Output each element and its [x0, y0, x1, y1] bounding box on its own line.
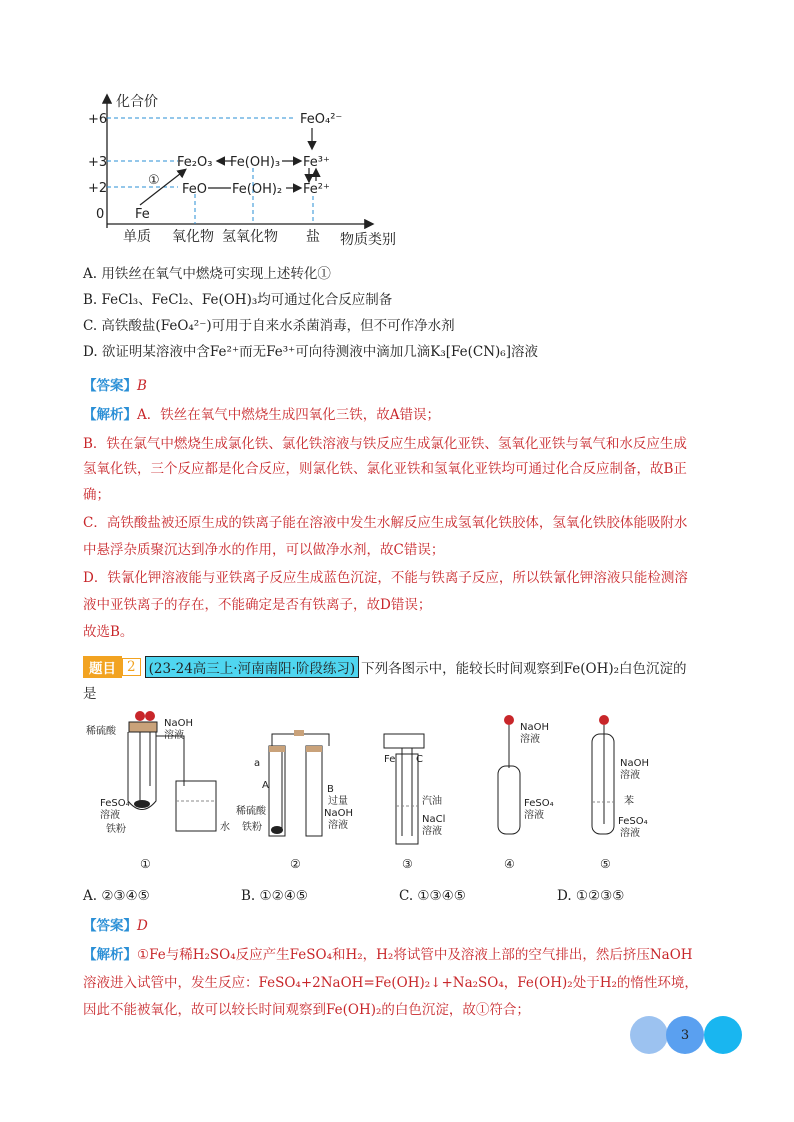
- figure-3: [384, 734, 445, 871]
- fig3-text: 溶液: [422, 826, 442, 837]
- fig2-text: NaOH: [324, 808, 353, 819]
- fig2-text: 过量: [328, 796, 348, 807]
- q1-option-a: A. 用铁丝在氧气中燃烧可实现上述转化①: [83, 266, 331, 282]
- fig3-text: NaCl: [422, 814, 446, 825]
- fig1-label: ①: [140, 857, 151, 871]
- x-category: 氢氧化物: [222, 229, 278, 245]
- q1-option-b: B. FeCl₃、FeCl₂、Fe(OH)₃均可通过化合反应制备: [83, 292, 393, 308]
- fig5-label: ⑤: [600, 857, 611, 871]
- arrow-label: ①: [148, 173, 160, 188]
- node-feo4: FeO₄²⁻: [300, 112, 343, 127]
- page-circle-right: [704, 1016, 742, 1054]
- q2-option-b: B. ①②④⑤: [241, 888, 308, 904]
- q1-analysis-line: 氢氧化铁，三个反应都是化合反应，则氯化铁、氯化亚铁和氢氧化亚铁均可通过化合反应制备，故B正: [83, 461, 687, 477]
- fig1-text: NaOH: [164, 718, 193, 729]
- node-fe2o3: Fe₂O₃: [177, 155, 213, 170]
- q2-header: [83, 656, 687, 678]
- fig5-text: FeSO₄: [618, 816, 648, 827]
- q1-analysis-line: D．铁氰化钾溶液能与亚铁离子反应生成蓝色沉淀，不能与铁离子反应，所以铁氰化钾溶液只能检测溶: [83, 570, 688, 586]
- x-category: 单质: [123, 229, 151, 245]
- valence-diagram: [90, 88, 420, 248]
- fig3-text: C: [416, 754, 423, 765]
- node-fe3: Fe³⁺: [303, 155, 330, 170]
- q2-option-d: D. ①②③⑤: [557, 888, 625, 904]
- q1-answer: B: [137, 378, 147, 394]
- question-source: (23-24高三上·河南南阳·阶段练习): [145, 656, 360, 678]
- answer-tag: 【答案】: [83, 918, 137, 934]
- page-circle-left: [630, 1016, 668, 1054]
- fig5-text: 苯: [624, 796, 634, 807]
- node-fe2: Fe²⁺: [303, 182, 330, 197]
- figure-2: [236, 730, 353, 871]
- fig1-text: 稀硫酸: [86, 726, 116, 737]
- q1-analysis-line: 中悬浮杂质聚沉达到净水的作用，可以做净水剂，故C错误；: [83, 542, 445, 558]
- node-feo: FeO: [182, 182, 207, 197]
- fig1-text: 水: [220, 822, 230, 833]
- analysis-tag: 【解析】: [83, 947, 137, 963]
- fig3-text: 汽油: [422, 796, 442, 807]
- fig2-text: B: [327, 784, 334, 795]
- fig1-text: 铁粉: [106, 824, 126, 835]
- q1-analysis-line: 液中亚铁离子的存在，不能确定是否有铁离子，故D错误；: [83, 597, 432, 613]
- y-tick: +2: [88, 181, 108, 196]
- y-tick: +3: [88, 155, 108, 170]
- node-feoh3: Fe(OH)₃: [230, 155, 281, 170]
- apparatus-figures: [84, 706, 684, 876]
- arrow-fe-to-fe2o3: [140, 170, 185, 205]
- figure-1: [86, 711, 230, 871]
- x-category: 盐: [306, 229, 320, 245]
- q1-option-d: D. 欲证明某溶液中含Fe²⁺而无Fe³⁺可向待测液中滴加几滴K₃[Fe(CN)₆]溶液: [83, 344, 538, 360]
- question-badge: 题目: [83, 656, 122, 678]
- page-number: 3: [680, 1027, 690, 1043]
- y-tick: +6: [88, 112, 108, 127]
- q1-answer-line: [83, 376, 147, 396]
- q2-answer-line: [83, 916, 148, 936]
- y-tick: 0: [96, 207, 105, 222]
- q1-analysis-line: 确；: [83, 487, 110, 503]
- page-circle-mid: [666, 1016, 704, 1054]
- q2-option-c: C. ①③④⑤: [399, 888, 466, 904]
- fig4-label: ④: [504, 857, 515, 871]
- fig5-text: NaOH: [620, 758, 649, 769]
- fig3-text: Fe: [384, 754, 396, 765]
- analysis-tag: 【解析】: [83, 407, 137, 423]
- fig4-text: 溶液: [524, 810, 544, 821]
- fig5-text: 溶液: [620, 828, 640, 839]
- q2-answer: D: [137, 918, 148, 934]
- q1-analysis-line: 故选B。: [83, 624, 134, 640]
- fig2-label: ②: [290, 857, 301, 871]
- figure-5: [592, 715, 649, 871]
- q2-analysis-line: 【解析】①Fe与稀H₂SO₄反应产生FeSO₄和H₂，H₂将试管中及溶液上部的空气排出，然后挤压NaOH: [83, 947, 693, 963]
- fig2-text: 稀硫酸: [236, 806, 266, 817]
- fig4-text: 溶液: [520, 734, 540, 745]
- question-stem-cont: 是: [83, 686, 97, 702]
- fig1-text: FeSO₄: [100, 798, 130, 809]
- node-feoh2: Fe(OH)₂: [232, 182, 283, 197]
- question-number: 2: [122, 658, 141, 676]
- q2-option-a: A. ②③④⑤: [83, 888, 150, 904]
- fig2-text: A: [262, 780, 269, 791]
- fig5-text: 溶液: [620, 770, 640, 781]
- fig3-label: ③: [402, 857, 413, 871]
- question-stem: 下列各图示中，能较长时间观察到Fe(OH)₂白色沉淀的: [361, 661, 687, 677]
- q1-analysis-line: C．高铁酸盐被还原生成的铁离子能在溶液中发生水解反应生成氢氧化铁胶体，氢氧化铁胶体能吸附水: [83, 515, 688, 531]
- fig1-text: 溶液: [164, 730, 184, 741]
- fig2-text: 溶液: [328, 820, 348, 831]
- q1-analysis-line: B．铁在氯气中燃烧生成氯化铁、氯化铁溶液与铁反应生成氯化亚铁、氢氧化亚铁与氧气和水反应生成: [83, 436, 687, 452]
- q2-analysis-line: 溶液进入试管中，发生反应：FeSO₄+2NaOH=Fe(OH)₂↓+Na₂SO₄，Fe(OH)₂处于H₂的惰性环境，: [83, 975, 698, 991]
- q2-options: [83, 886, 624, 906]
- fig2-text: 铁粉: [242, 822, 262, 833]
- y-axis-label: 化合价: [116, 94, 158, 110]
- x-category: 氧化物: [172, 229, 214, 245]
- fig2-text: a: [254, 758, 261, 769]
- q1-analysis-line: 【解析】A．铁丝在氧气中燃烧生成四氧化三铁，故A错误；: [83, 407, 440, 423]
- node-fe: Fe: [135, 207, 150, 222]
- figure-4: [498, 715, 554, 871]
- fig1-text: 溶液: [100, 810, 120, 821]
- x-axis-label: 物质类别: [340, 232, 396, 248]
- answer-tag: 【答案】: [83, 378, 137, 394]
- fig4-text: NaOH: [520, 722, 549, 733]
- q1-option-c: C. 高铁酸盐(FeO₄²⁻)可用于自来水杀菌消毒，但不可作净水剂: [83, 318, 455, 334]
- q2-analysis-line: 因此不能被氧化，故可以较长时间观察到Fe(OH)₂的白色沉淀，故①符合；: [83, 1002, 530, 1018]
- fig4-text: FeSO₄: [524, 798, 554, 809]
